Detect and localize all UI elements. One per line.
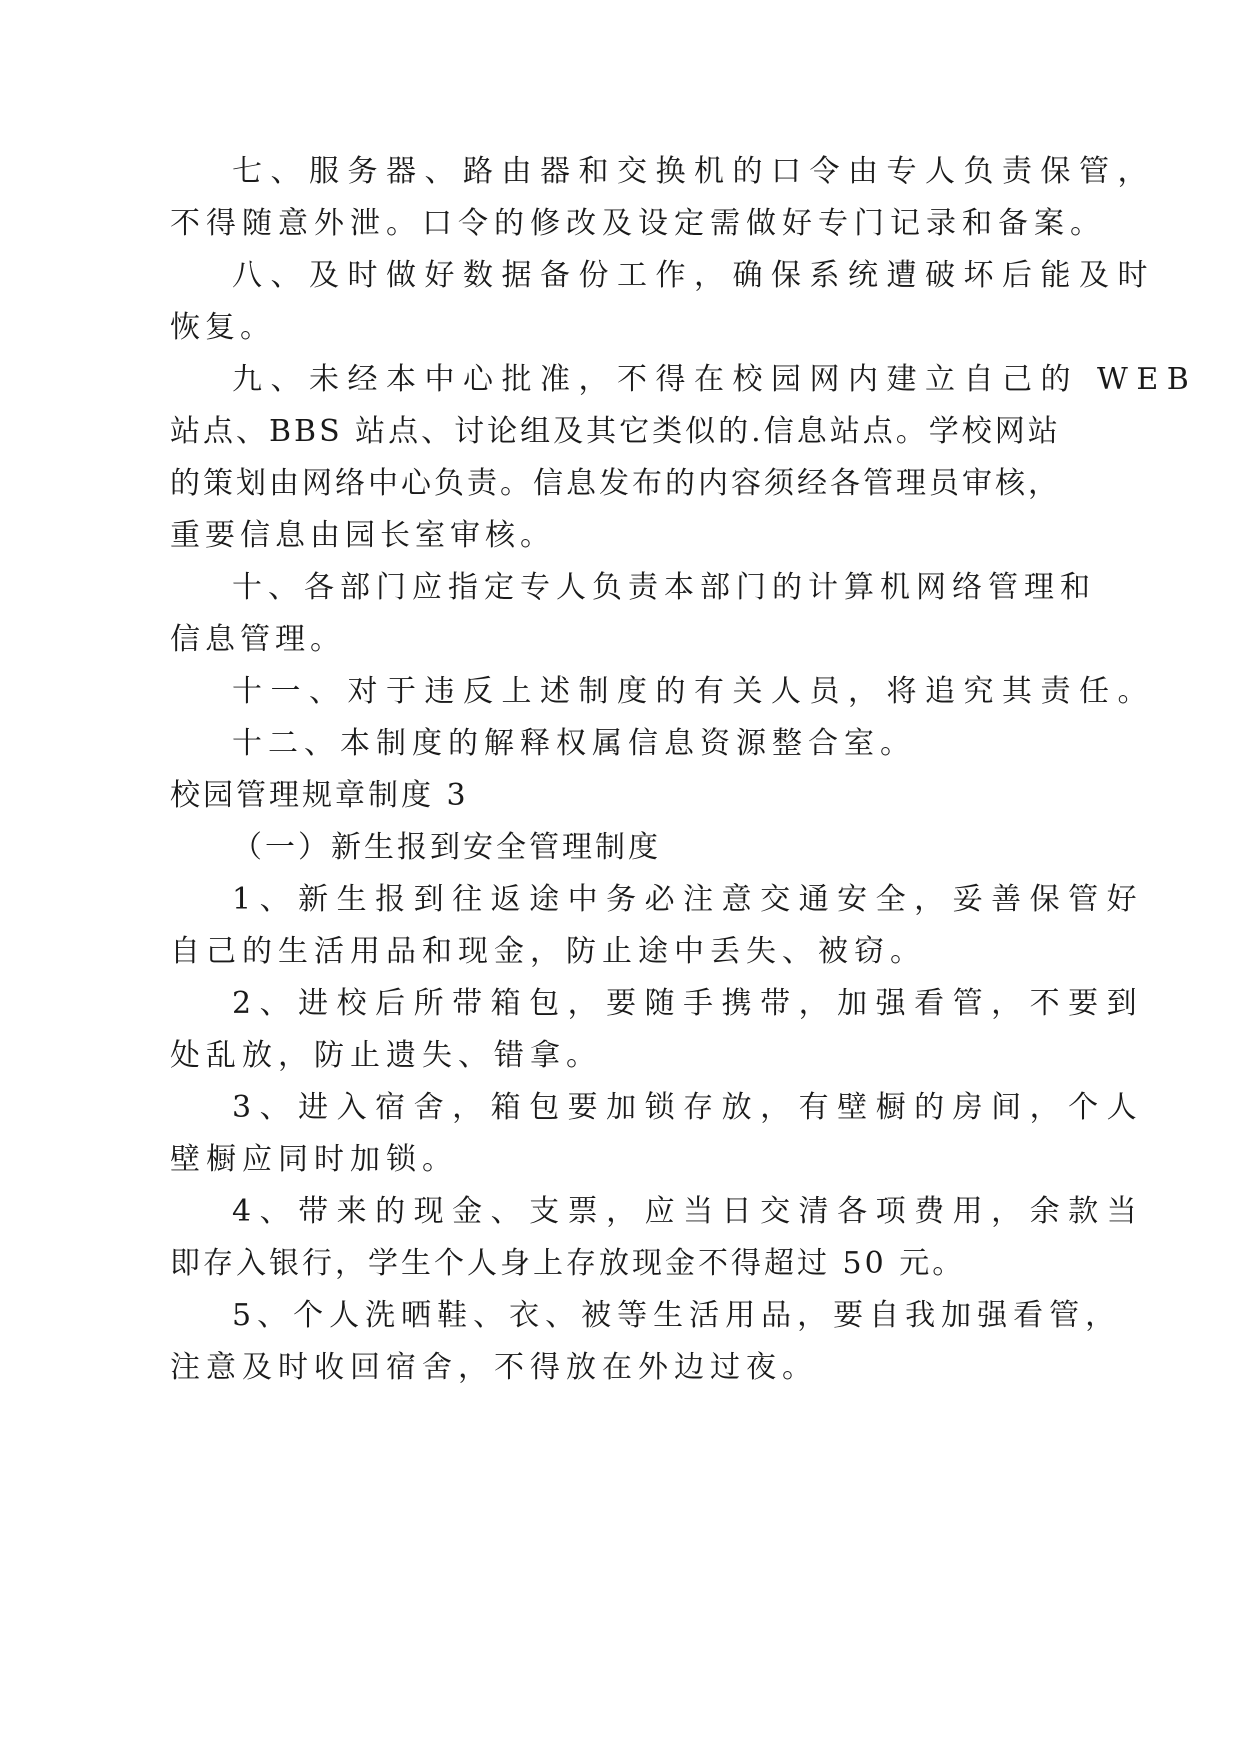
section-heading: 校园管理规章制度 3 — [170, 778, 469, 813]
paragraph-line-11: 十一、对于违反上述制度的有关人员，将追究其责任。 — [232, 674, 1156, 709]
paragraph-line-21: 4、带来的现金、支票，应当日交清各项费用，余款当 — [232, 1194, 1146, 1229]
paragraph-line-8: 重要信息由园长室审核。 — [170, 518, 555, 553]
paragraph-line-19: 3、进入宿舍，箱包要加锁存放，有壁橱的房间，个人 — [232, 1090, 1146, 1125]
paragraph-line-7: 的策划由网络中心负责。信息发布的内容须经各管理员审核， — [170, 466, 1061, 501]
paragraph-line-3: 八、及时做好数据备份工作，确保系统遭破坏后能及时 — [232, 258, 1156, 293]
paragraph-line-1: 七、服务器、路由器和交换机的口令由专人负责保管， — [232, 154, 1156, 189]
paragraph-line-24: 注意及时收回宿舍，不得放在外边过夜。 — [170, 1350, 818, 1385]
paragraph-line-20: 壁橱应同时加锁。 — [170, 1142, 458, 1177]
paragraph-line-18: 处乱放，防止遗失、错拿。 — [170, 1038, 602, 1073]
paragraph-line-4: 恢复。 — [170, 310, 275, 345]
paragraph-line-15: 1、新生报到往返途中务必注意交通安全，妥善保管好 — [232, 882, 1146, 917]
paragraph-line-2: 不得随意外泄。口令的修改及设定需做好专门记录和备案。 — [170, 206, 1106, 241]
paragraph-line-6: 站点、BBS 站点、讨论组及其它类似的.信息站点。学校网站 — [170, 414, 1061, 449]
paragraph-line-5: 九、未经本中心批准，不得在校园网内建立自己的 WEB — [232, 362, 1198, 397]
paragraph-line-16: 自己的生活用品和现金，防止途中丢失、被窃。 — [170, 934, 926, 969]
paragraph-line-17: 2、进校后所带箱包，要随手携带，加强看管，不要到 — [232, 986, 1146, 1021]
paragraph-line-9: 十、各部门应指定专人负责本部门的计算机网络管理和 — [232, 570, 1096, 605]
paragraph-line-22: 即存入银行，学生个人身上存放现金不得超过 50 元。 — [170, 1246, 966, 1281]
subsection-heading: （一）新生报到安全管理制度 — [232, 830, 661, 865]
paragraph-line-12: 十二、本制度的解释权属信息资源整合室。 — [232, 726, 916, 761]
paragraph-line-10: 信息管理。 — [170, 622, 345, 657]
paragraph-line-23: 5、个人洗晒鞋、衣、被等生活用品，要自我加强看管， — [232, 1298, 1122, 1333]
